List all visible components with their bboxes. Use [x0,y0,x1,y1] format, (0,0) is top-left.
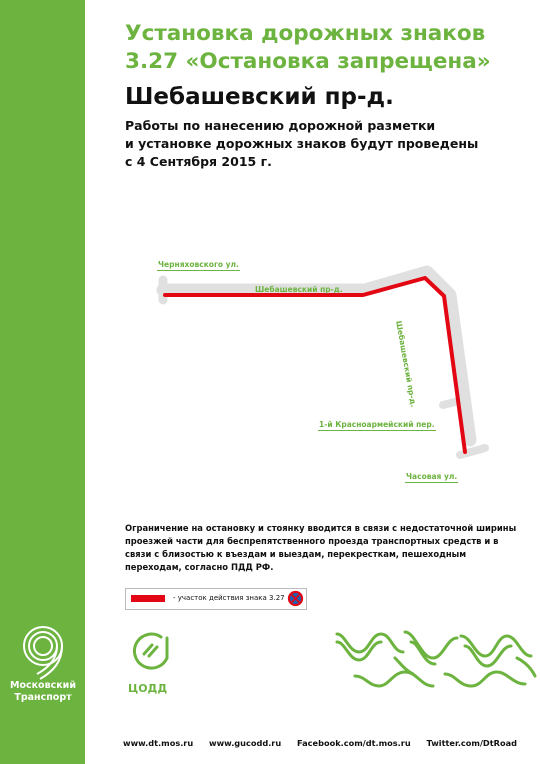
footer-link-facebook[interactable]: Facebook.com/dt.mos.ru [297,738,411,748]
green-sidebar [0,0,85,764]
legend-red-bar [131,595,165,602]
road-map-drawing [85,240,540,500]
footer-links [123,738,529,748]
no-stopping-sign-icon [287,590,304,607]
footer-link-dt[interactable]: www.dt.mos.ru [123,738,194,748]
works-schedule-text: Работы по нанесению дорожной разметки и установке дорожных знаков будут проведены с 4 Сентября 2015 г. [125,118,479,169]
road-map [85,240,540,500]
codd-label: ЦОДД [128,682,168,695]
legend-text: - участок действия знака 3.27 [173,594,285,602]
decorative-wave-pattern-icon [335,628,540,690]
footer-link-twitter[interactable]: Twitter.com/DtRoad [426,738,517,748]
road-shebashevsky [163,272,470,440]
street-title: Шебашевский пр-д. [125,84,394,110]
label-chernyakhovskogo: Черняховского ул. [158,260,239,269]
main-content [85,0,540,764]
label-krasnoarmeisky: 1-й Красноармейский пер. [319,420,435,429]
label-shebashevsky-horizontal: Шебашевский пр-д. [255,285,343,294]
moscow-transport-logo-icon [18,625,68,681]
restriction-notice: Ограничение на остановку и стоянку вводится в связи с недостаточной ширины проезжей части для беспрепятственного проезда транспортных средств и в связи с близостью к въездам и выездам, перекресткам, пешеходным переходам, согласно ПДД РФ. [125,523,517,572]
label-chasovaya: Часовая ул. [406,472,458,481]
legend [125,588,307,610]
footer-link-gucodd[interactable]: www.gucodd.ru [209,738,282,748]
moscow-transport-label: Московский Транспорт [10,680,76,703]
codd-logo-icon [127,628,175,676]
page-title: Установка дорожных знаков 3.27 «Остановка запрещена» [125,21,491,74]
label-shebashevsky-vertical: Шебашевский пр-д. [394,320,419,408]
